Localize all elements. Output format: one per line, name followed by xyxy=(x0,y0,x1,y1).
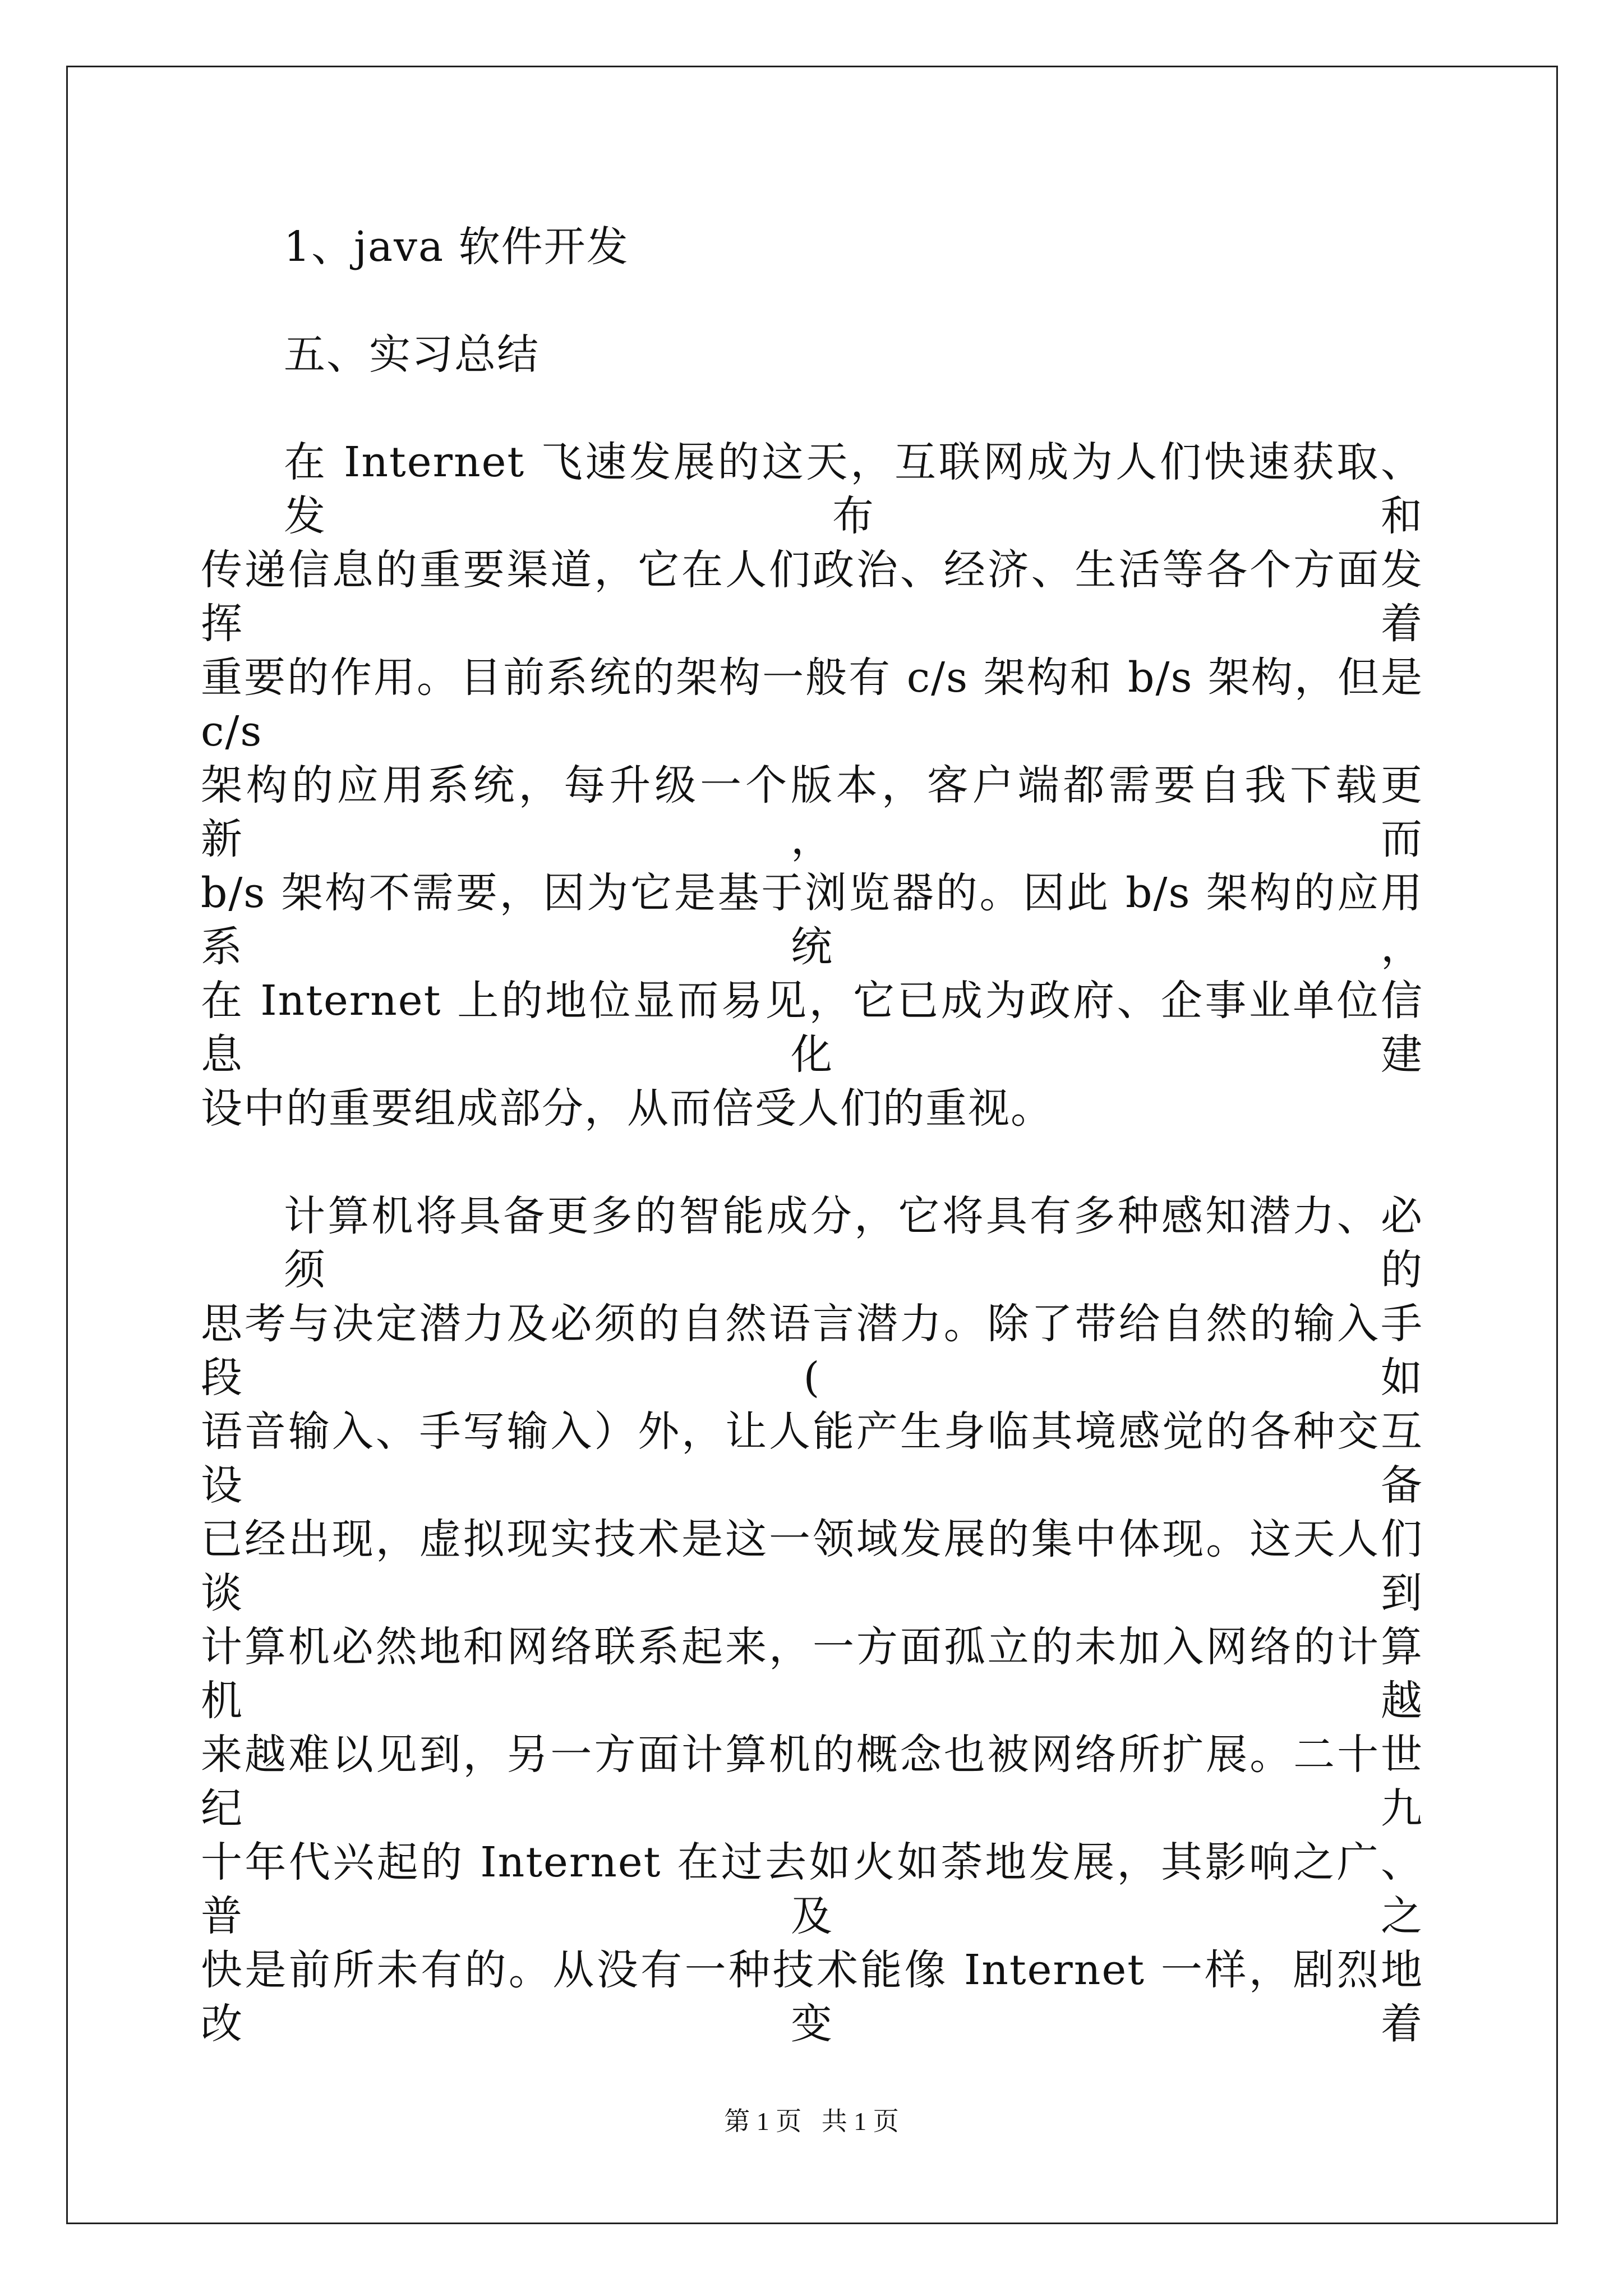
heading-java-dev: 1、java 软件开发 xyxy=(284,223,629,271)
paragraph-line: 设中的重要组成部分，从而倍受人们的重视。 xyxy=(201,1084,1053,1133)
paragraph-line: 来越难以见到，另一方面计算机的概念也被网络所扩展。二十世纪九 xyxy=(201,1731,1423,1833)
paragraph-line: 思考与决定潜力及必须的自然语言潜力。除了带给自然的输入手段(如 xyxy=(201,1300,1423,1402)
paragraph-line: 计算机必然地和网络联系起来，一方面孤立的未加入网络的计算机越 xyxy=(201,1623,1423,1725)
paragraph-line: 在 Internet 飞速发展的这天，互联网成为人们快速获取、发布和 xyxy=(284,438,1423,540)
page-total: 共 1 页 xyxy=(821,2107,899,2136)
paragraph-line: 快是前所未有的。从没有一种技术能像 Internet 一样，剧烈地改变着 xyxy=(201,1946,1423,2048)
paragraph-line: 在 Internet 上的地位显而易见，它已成为政府、企事业单位信息化建 xyxy=(201,977,1423,1079)
paragraph-line: b/s 架构不需要，因为它是基于浏览器的。因此 b/s 架构的应用系统， xyxy=(201,869,1423,971)
page-footer xyxy=(0,2105,1623,2138)
paragraph-line: 语音输入、手写输入）外，让人能产生身临其境感觉的各种交互设备 xyxy=(201,1407,1423,1510)
page-number: 第 1 页 xyxy=(724,2107,802,2136)
paragraph-line: 架构的应用系统，每升级一个版本，客户端都需要自我下载更新，而 xyxy=(201,761,1423,863)
document-body xyxy=(201,220,1423,2051)
heading-internship-summary: 五、实习总结 xyxy=(284,330,540,379)
paragraph-line: 已经出现，虚拟现实技术是这一领域发展的集中体现。这天人们谈到 xyxy=(201,1515,1423,1617)
paragraph-line: 重要的作用。目前系统的架构一般有 c/s 架构和 b/s 架构，但是 c/s xyxy=(201,654,1423,756)
paragraph-line: 计算机将具备更多的智能成分，它将具有多种感知潜力、必须的 xyxy=(284,1192,1423,1294)
paragraph-line: 十年代兴起的 Internet 在过去如火如荼地发展，其影响之广、普及之 xyxy=(201,1838,1423,1940)
paragraph-line: 传递信息的重要渠道，它在人们政治、经济、生活等各个方面发挥着 xyxy=(201,546,1423,648)
